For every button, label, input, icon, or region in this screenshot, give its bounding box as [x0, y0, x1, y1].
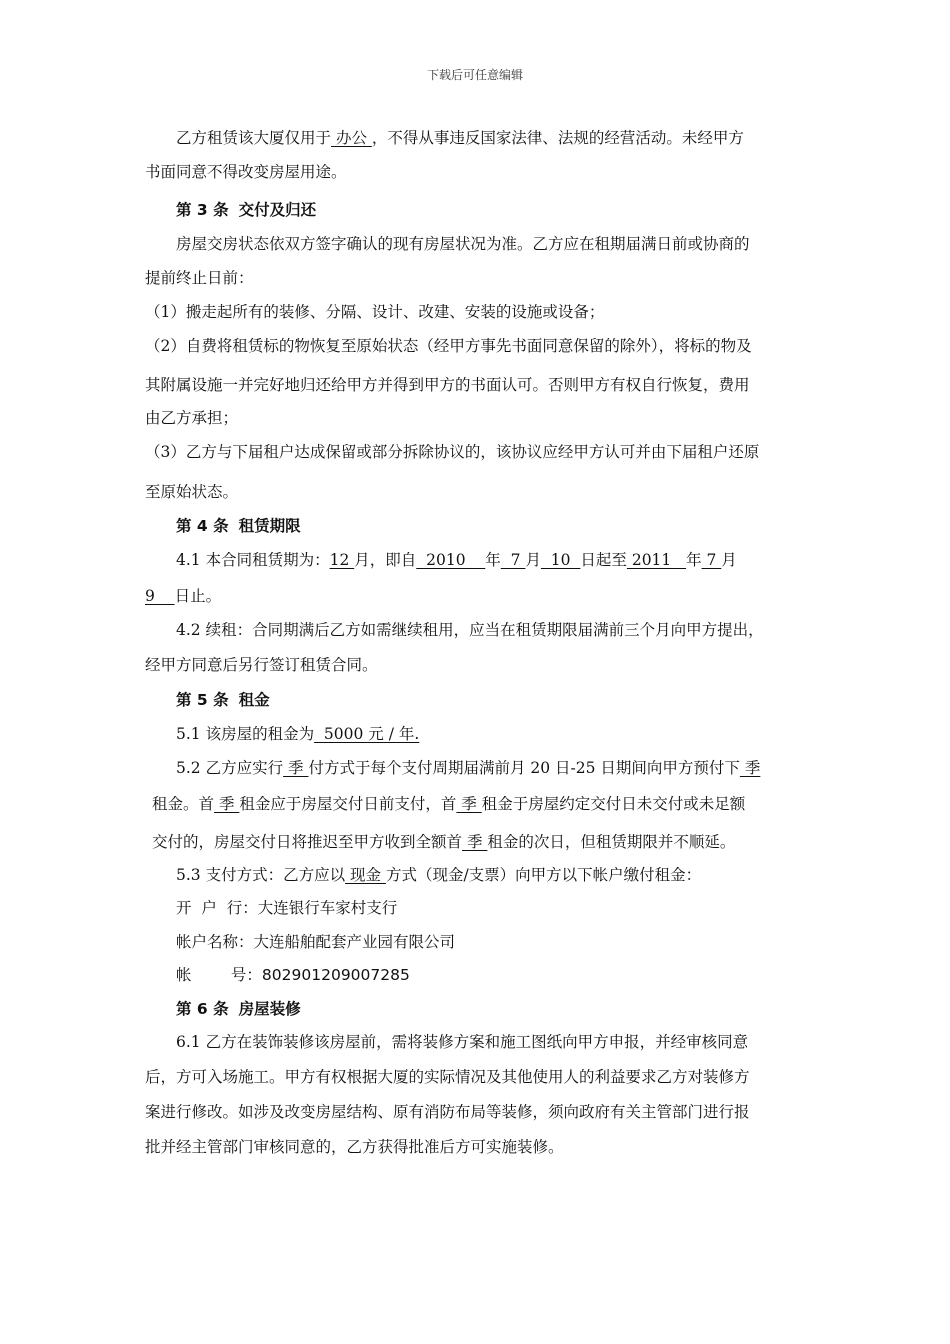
filled-blank: 7 [500, 551, 526, 569]
paragraph: 提前终止日前： [145, 269, 254, 287]
paragraph: 4.1 本合同租赁期为：12 月，即自 2010 年 7 月 10 日起至 2011 年 7 月 [176, 551, 737, 569]
paragraph: 4.2 续租：合同期满后乙方如需继续租用，应当在租赁期限届满前三个月向甲方提出， [176, 621, 764, 639]
paragraph: 9 日止。 [145, 587, 222, 605]
bank-line: 开 户 行：大连银行车家村支行 [176, 899, 398, 917]
article-heading: 第 3 条 交付及归还 [176, 201, 317, 219]
paragraph: 经甲方同意后另行签订租赁合同。 [145, 656, 378, 674]
list-item: （1）搬走起所有的装修、分隔、设计、改建、安装的设施或设备； [145, 303, 605, 321]
filled-blank: 2010 [416, 551, 486, 569]
account-name-line: 帐户名称：大连船舶配套产业园有限公司 [176, 933, 456, 951]
filled-blank: 季 [283, 759, 309, 777]
filled-blank: 7 [701, 551, 722, 569]
paragraph: 后，方可入场施工。甲方有权根据大厦的实际情况及其他使用人的利益要求乙方对装修方 [145, 1068, 750, 1086]
filled-blank: 季 [462, 833, 488, 851]
filled-blank: 12 [329, 551, 355, 569]
paragraph: 房屋交房状态依双方签字确认的现有房屋状况为准。乙方应在租期届满日前或协商的 [176, 235, 750, 253]
filled-blank: 办公 [331, 129, 372, 147]
filled-blank: 9 [145, 587, 175, 605]
paragraph: 书面同意不得改变房屋用途。 [145, 163, 347, 181]
filled-blank: 季 [739, 759, 761, 777]
article-heading: 第 5 条 租金 [176, 691, 270, 709]
paragraph: 租金。首 季 租金应于房屋交付日前支付，首 季 租金于房屋约定交付日未交付或未足额 [152, 795, 746, 813]
paragraph: 批并经主管部门审核同意的，乙方获得批准后方可实施装修。 [145, 1138, 564, 1156]
filled-blank: 2011 [626, 551, 687, 569]
filled-blank: 现金 [345, 866, 386, 884]
paragraph: 5.2 乙方应实行 季 付方式于每个支付周期届满前月 20 日-25 日期间向甲方预付下 季 [176, 759, 761, 777]
paragraph: 5.1 该房屋的租金为 5000 元 / 年. [176, 725, 420, 743]
list-item: 至原始状态。 [145, 483, 239, 501]
text: 乙方租赁该大厦仅用于 [176, 129, 332, 147]
article-heading: 第 6 条 房屋装修 [176, 1000, 301, 1018]
list-item: （2）自费将租赁标的物恢复至原始状态（经甲方事先书面同意保留的除外），将标的物及 [145, 337, 752, 355]
paragraph [145, 126, 744, 148]
text: ，不得从事违反国家法律、法规的经营活动。未经甲方 [371, 129, 744, 147]
filled-blank: 季 [456, 795, 482, 813]
list-item: 其附属设施一并完好地归还给甲方并得到甲方的书面认可。否则甲方有权自行恢复，费用 [145, 376, 750, 394]
filled-blank: 5000 元 / 年. [314, 725, 420, 743]
list-item: （3）乙方与下届租户达成保留或部分拆除协议的，该协议应经甲方认可并由下届租户还原 [145, 443, 760, 461]
paragraph: 6.1 乙方在装饰装修该房屋前，需将装修方案和施工图纸向甲方申报，并经审核同意 [176, 1033, 749, 1051]
page-header: 下载后可任意编辑 [426, 68, 523, 82]
paragraph: 5.3 支付方式：乙方应以 现金 方式（现金/支票）向甲方以下帐户缴付租金： [176, 866, 702, 884]
article-heading: 第 4 条 租赁期限 [176, 517, 301, 535]
list-item: 由乙方承担； [145, 409, 239, 427]
account-number-line: 帐 号：802901209007285 [176, 966, 410, 984]
paragraph: 交付的，房屋交付日将推迟至甲方收到全额首 季 租金的次日，但租赁期限并不顺延。 [152, 833, 736, 851]
filled-blank: 季 [214, 795, 240, 813]
paragraph: 案进行修改。如涉及改变房屋结构、原有消防布局等装修，须向政府有关主管部门进行报 [145, 1103, 750, 1121]
filled-blank: 10 [540, 551, 581, 569]
